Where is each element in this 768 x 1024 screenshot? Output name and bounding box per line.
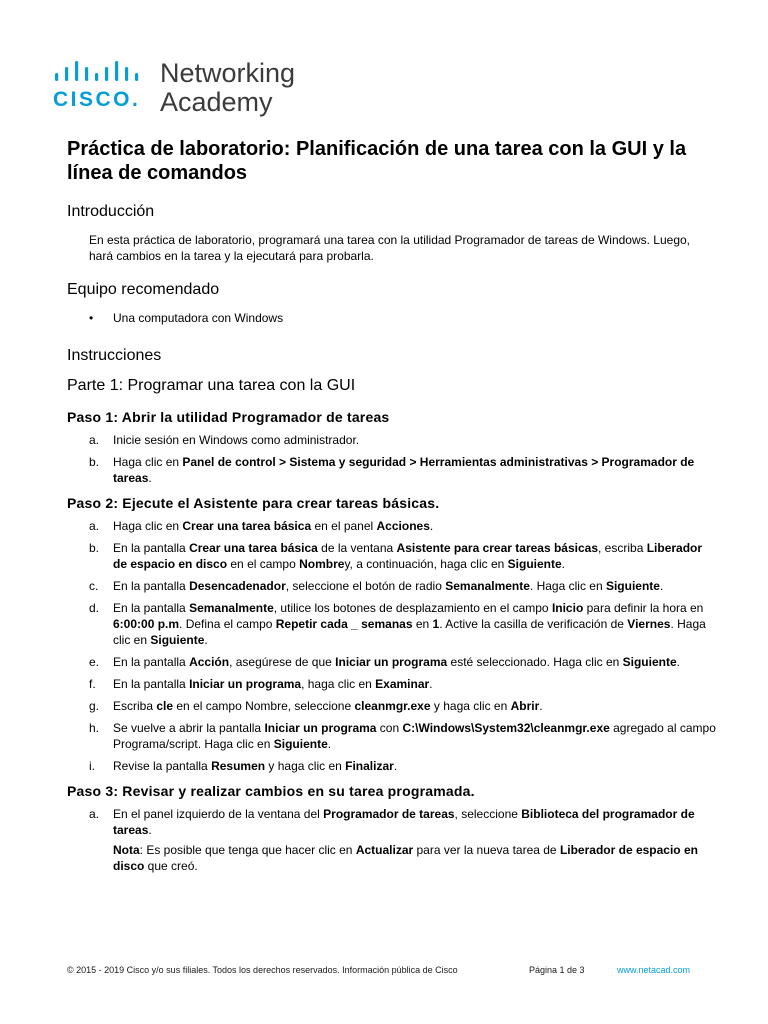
bold-text: Liberador de espacio en disco <box>113 843 698 873</box>
text-run: En la pantalla <box>113 655 190 669</box>
bold-text: Iniciar un programa <box>264 721 377 735</box>
footer-copyright: © 2015 - 2019 Cisco y/o sus filiales. Todos los derechos reservados. Información pública de Cisco <box>67 965 458 975</box>
bold-text: Siguiente <box>507 557 562 571</box>
text-run: Inicie sesión en Windows como administrador. <box>113 433 360 447</box>
bold-text: 6:00:00 p.m <box>113 617 180 631</box>
bold-text: Programador de tareas <box>323 807 455 821</box>
text-run: . <box>429 519 434 533</box>
step2-list <box>67 518 717 774</box>
intro-heading: Introducción <box>67 203 155 220</box>
text-run: . Active la casilla de verificación de <box>439 617 628 631</box>
text-run: agregado al campo Programa/script. Haga clic en <box>113 721 716 751</box>
step-item <box>67 454 717 486</box>
text-run: , utilice los botones de desplazamiento en el campo <box>273 601 552 615</box>
bold-text: Desencadenador <box>189 579 286 593</box>
bold-text: Semanalmente <box>445 579 530 593</box>
step-item <box>67 676 717 692</box>
text-run: que creó. <box>144 859 198 873</box>
bold-text: cleanmgr.exe <box>354 699 431 713</box>
step-letter: a. <box>89 807 100 821</box>
text-run: para definir la hora en <box>583 601 704 615</box>
step3-heading: Paso 3: Revisar y realizar cambios en su tarea programada. <box>67 783 475 799</box>
bold-text: Acciones <box>376 519 430 533</box>
bold-text: Iniciar un programa <box>335 655 448 669</box>
step-letter: c. <box>89 579 99 593</box>
part1-heading: Parte 1: Programar una tarea con la GUI <box>67 377 356 394</box>
text-run: : Es posible que tenga que hacer clic en <box>139 843 356 857</box>
text-run: . <box>204 633 208 647</box>
bold-text: Actualizar <box>355 843 414 857</box>
bold-text: 1 <box>432 617 440 631</box>
step-letter: h. <box>89 721 100 735</box>
text-run: , escriba <box>598 541 647 555</box>
text-run: En la pantalla <box>113 601 190 615</box>
text-run: y haga clic en <box>430 699 511 713</box>
text-run: Revise la pantalla <box>113 759 212 773</box>
step-item <box>67 432 717 448</box>
step-item <box>67 518 717 534</box>
text-run: esté seleccionado. Haga clic en <box>447 655 623 669</box>
equipment-heading: Equipo recomendado <box>67 281 220 298</box>
lab-title: Práctica de laboratorio: Planificación de una tarea con la GUI y la línea de comandos <box>67 138 687 184</box>
text-run: , haga clic en <box>301 677 376 691</box>
step-letter: d. <box>89 601 100 615</box>
bold-text: Nota <box>113 843 140 857</box>
bold-text: Siguiente <box>273 737 328 751</box>
step-letter: a. <box>89 433 100 447</box>
text-run: . Defina el campo <box>179 617 276 631</box>
text-run: . <box>659 579 664 593</box>
bold-text: Finalizar <box>345 759 394 773</box>
step-letter: a. <box>89 519 100 533</box>
text-run: y haga clic en <box>265 759 346 773</box>
bold-text: Acción <box>189 655 230 669</box>
step-item <box>67 758 717 774</box>
step-letter: g. <box>89 699 100 713</box>
bold-text: C:\Windows\System32\cleanmgr.exe <box>402 721 610 735</box>
step1-list <box>67 432 717 486</box>
text-run: Se vuelve a abrir la pantalla <box>113 721 265 735</box>
bold-text: Nombre <box>299 557 345 571</box>
text-run: en el panel <box>311 519 377 533</box>
text-run: En la pantalla <box>113 579 190 593</box>
text-run: . <box>393 759 398 773</box>
text-run: . Haga clic en <box>529 579 606 593</box>
text-run: En el panel izquierdo de la ventana del <box>113 807 324 821</box>
document-body <box>67 137 717 874</box>
step-item <box>67 578 717 594</box>
bold-text: Abrir <box>510 699 540 713</box>
bold-text: Semanalmente <box>189 601 274 615</box>
step3-note <box>113 842 717 874</box>
bold-text: Iniciar un programa <box>189 677 302 691</box>
text-run: . <box>148 471 152 485</box>
text-run: . <box>148 823 152 837</box>
text-run: En la pantalla <box>113 677 190 691</box>
text-run: Haga clic en <box>113 519 183 533</box>
bold-text: Examinar <box>375 677 430 691</box>
bold-text: Repetir cada _ semanas <box>275 617 413 631</box>
step-item <box>67 720 717 752</box>
text-run: . <box>327 737 332 751</box>
bold-text: cle <box>156 699 174 713</box>
step-letter: b. <box>89 455 100 469</box>
text-run: . <box>429 677 433 691</box>
bold-text: Siguiente <box>622 655 677 669</box>
text-run: Escriba <box>113 699 157 713</box>
bold-text: Resumen <box>211 759 266 773</box>
step-item <box>67 540 717 572</box>
text-run: en el campo Nombre, seleccione <box>173 699 355 713</box>
bold-text: Biblioteca del programador de tareas <box>113 807 695 837</box>
step-item <box>67 698 717 714</box>
bold-text: Liberador de espacio en disco <box>113 541 703 571</box>
step-letter: e. <box>89 655 100 669</box>
text-run: con <box>376 721 403 735</box>
bold-text: Panel de control > Sistema y seguridad > Herramientas administrativas > Programador de tareas <box>113 455 695 485</box>
cisco-wordmark: CISCO. <box>53 88 141 111</box>
bold-text: Viernes <box>627 617 671 631</box>
text-run: de la ventana <box>317 541 397 555</box>
footer-page-number: Página 1 de 3 <box>529 965 585 975</box>
step-letter: b. <box>89 541 100 555</box>
brand-line-networking: Networking <box>160 58 296 88</box>
step-item <box>67 654 717 670</box>
bold-text: Siguiente <box>150 633 205 647</box>
text-run: . <box>676 655 680 669</box>
cisco-networking-academy-logo <box>53 58 313 120</box>
equipment-item: • Una computadora con Windows <box>67 310 717 326</box>
text-run: . <box>539 699 543 713</box>
step2-heading: Paso 2: Ejecute el Asistente para crear tareas básicas. <box>67 495 440 511</box>
text-run: . <box>561 557 566 571</box>
text-run: . Haga clic en <box>113 617 706 647</box>
bold-text: Asistente para crear tareas básicas <box>396 541 599 555</box>
equipment-list <box>67 310 717 326</box>
instructions-heading: Instrucciones <box>67 347 162 364</box>
text-run: en el campo <box>227 557 300 571</box>
step-item <box>67 806 717 838</box>
text-run: En la pantalla <box>113 541 190 555</box>
text-run: y, a continuación, haga clic en <box>344 557 508 571</box>
step-letter: i. <box>89 759 95 773</box>
step-item <box>67 600 717 648</box>
text-run: , asegúrese de que <box>229 655 336 669</box>
step3-list <box>67 806 717 838</box>
text-run: , seleccione <box>454 807 522 821</box>
text-run: Haga clic en <box>113 455 183 469</box>
step-letter: f. <box>89 677 96 691</box>
footer-url-link[interactable]: www.netacad.com <box>617 965 691 975</box>
brand-line-academy: Academy <box>160 87 273 117</box>
text-run: para ver la nueva tarea de <box>413 843 560 857</box>
bold-text: Crear una tarea básica <box>182 519 312 533</box>
text-run: en <box>412 617 433 631</box>
cisco-bridge-icon <box>53 61 151 85</box>
step1-heading: Paso 1: Abrir la utilidad Programador de tareas <box>67 409 390 425</box>
text-run: , seleccione el botón de radio <box>285 579 446 593</box>
intro-paragraph: En esta práctica de laboratorio, programará una tarea con la utilidad Programador de tareas de Windows. Luego, hará cambios en la tarea y la ejecutará para probarla. <box>89 233 691 263</box>
bold-text: Siguiente <box>605 579 660 593</box>
bold-text: Inicio <box>551 601 584 615</box>
bold-text: Crear una tarea básica <box>189 541 318 555</box>
